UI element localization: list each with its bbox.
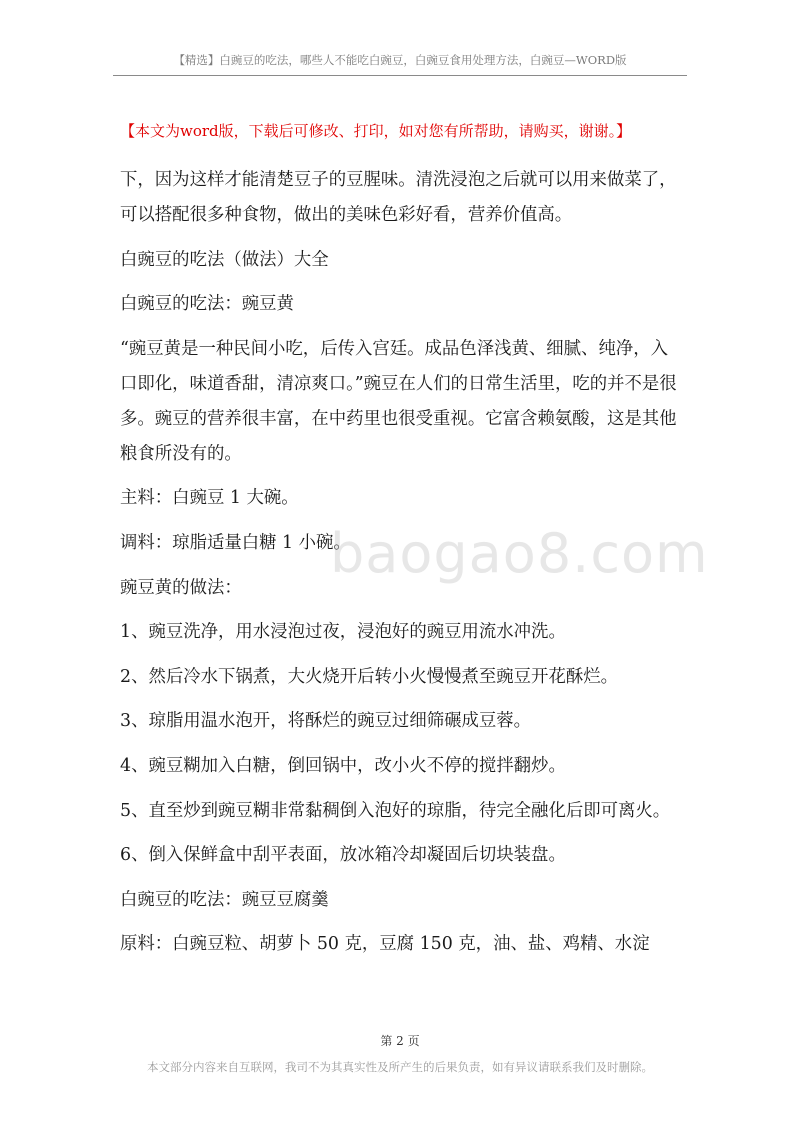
purchase-notice: 【本文为word版，下载后可修改、打印，如对您有所帮助，请购买，谢谢。】 bbox=[120, 122, 632, 140]
step-4: 4、豌豆糊加入白糖，倒回锅中，改小火不停的搅拌翻炒。 bbox=[120, 755, 566, 776]
step-6: 6、倒入保鲜盒中刮平表面，放冰箱冷却凝固后切块装盘。 bbox=[120, 845, 566, 866]
header-divider bbox=[113, 75, 687, 76]
ingredient-main: 主料：白豌豆 1 大碗。 bbox=[120, 488, 299, 509]
paragraph-ingredients-soup: 原料：白豌豆粒、胡萝卜 50 克，豆腐 150 克，油、盐、鸡精、水淀 bbox=[120, 934, 650, 955]
page-header-title: 【精选】白豌豆的吃法，哪些人不能吃白豌豆，白豌豆食用处理方法，白豌豆—WORD版 bbox=[173, 53, 627, 67]
step-2: 2、然后冷水下锅煮，大火烧开后转小火慢慢煮至豌豆开花酥烂。 bbox=[120, 666, 619, 687]
ingredient-seasoning: 调料：琼脂适量白糖 1 小碗。 bbox=[120, 532, 351, 553]
site-watermark: baogao8.com bbox=[330, 522, 709, 585]
paragraph-pea-cake-description: “豌豆黄是一种民间小吃，后传入宫廷。成品色泽浅黄、细腻、纯净，入口即化，味道香甜，清凉爽口。”豌豆在人们的日常生活里，吃的并不是很多。豌豆的营养很丰富，在中药里也很受重视。它富含赖氨酸，这是其他粮食所没有的。 bbox=[120, 338, 677, 464]
subheading-pea-cake: 白豌豆的吃法：豌豆黄 bbox=[120, 294, 294, 315]
section-heading-recipes: 白豌豆的吃法（做法）大全 bbox=[120, 249, 329, 270]
step-3: 3、琼脂用温水泡开，将酥烂的豌豆过细筛碾成豆蓉。 bbox=[120, 711, 532, 732]
step-5: 5、直至炒到豌豆糊非常黏稠倒入泡好的琼脂，待完全融化后即可离火。 bbox=[120, 800, 671, 821]
step-1: 1、豌豆洗净，用水浸泡过夜，浸泡好的豌豆用流水冲洗。 bbox=[120, 622, 566, 643]
footer-disclaimer: 本文部分内容来自互联网，我司不为其真实性及所产生的后果负责，如有异议请联系我们及时删除。 bbox=[147, 1060, 653, 1074]
subheading-pea-tofu-soup: 白豌豆的吃法：豌豆豆腐羹 bbox=[120, 889, 329, 910]
paragraph-intro-continued: 下，因为这样才能清楚豆子的豆腥味。清洗浸泡之后就可以用来做菜了，可以搭配很多种食物，做出的美味色彩好看，营养价值高。 bbox=[120, 170, 677, 225]
page-number: 第 2 页 bbox=[380, 1034, 420, 1048]
method-heading: 豌豆黄的做法： bbox=[120, 577, 242, 598]
